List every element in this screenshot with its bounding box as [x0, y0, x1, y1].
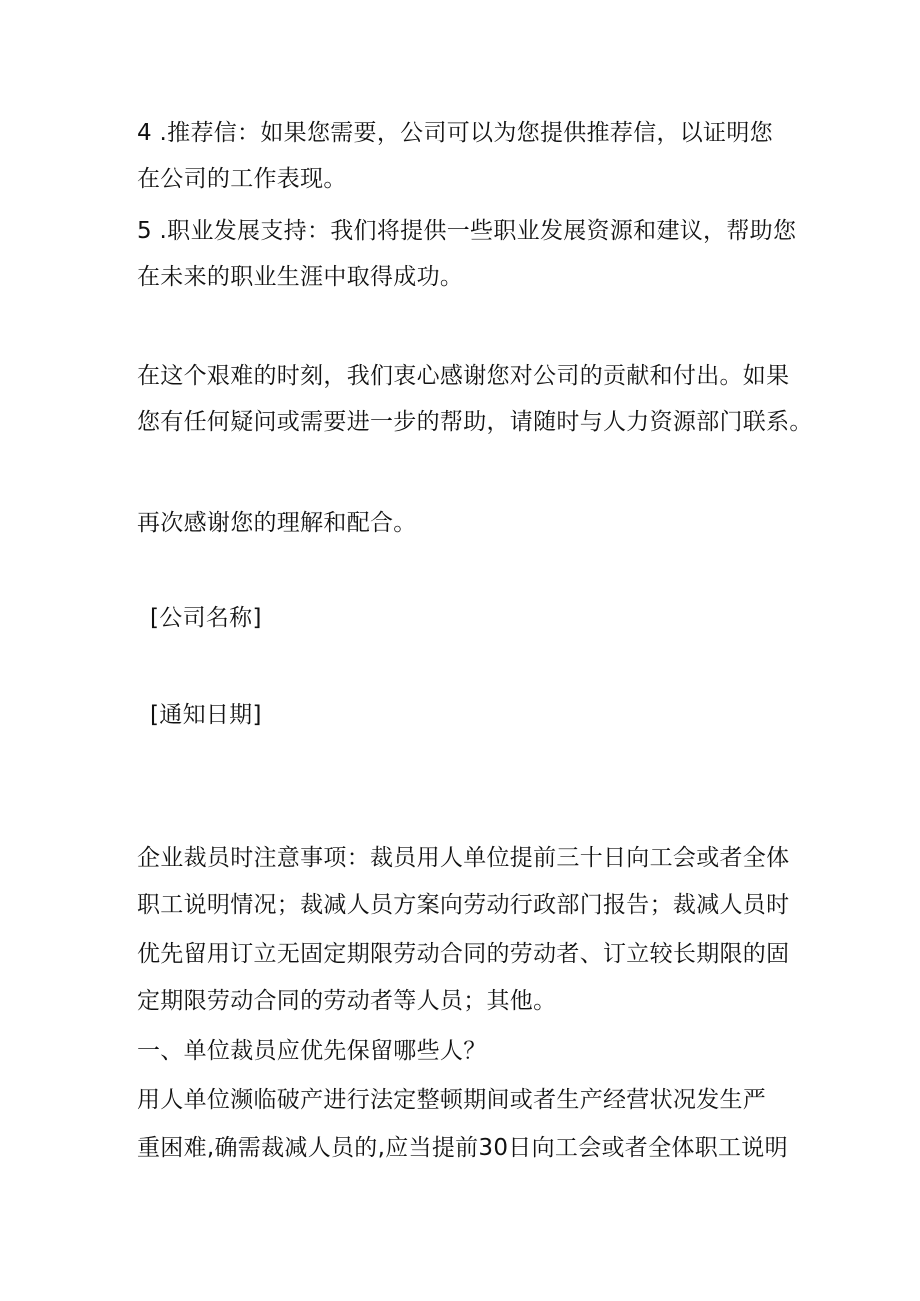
layoff-notes-line-2: 职工说明情况；裁减人员方案向劳动行政部门报告；裁减人员时	[137, 892, 790, 918]
layoff-notes-line-4: 定期限劳动合同的劳动者等人员；其他。	[137, 988, 557, 1014]
section-heading: 一、单位裁员应优先保留哪些人？	[137, 1038, 487, 1064]
layoff-notes-line-1: 企业裁员时注意事项：裁员用人单位提前三十日向工会或者全体	[137, 845, 790, 871]
item-4-line-2: 在公司的工作表现。	[137, 166, 347, 192]
company-name-placeholder: [公司名称]	[150, 605, 262, 631]
section-body-line-1: 用人单位濒临破产进行法定整顿期间或者生产经营状况发生严	[137, 1087, 767, 1113]
item-5-line-1: 5 .职业发展支持：我们将提供一些职业发展资源和建议，帮助您	[137, 218, 797, 244]
item-4-line-1: 4 .推荐信：如果您需要，公司可以为您提供推荐信，以证明您	[137, 120, 773, 146]
notice-date-placeholder: [通知日期]	[150, 702, 262, 728]
layoff-notes-line-3: 优先留用订立无固定期限劳动合同的劳动者、订立较长期限的固	[137, 941, 790, 967]
section-body-line-2: 重困难,确需裁减人员的,应当提前30日向工会或者全体职工说明	[137, 1135, 788, 1161]
thanks-paragraph-line-2: 您有任何疑问或需要进一步的帮助，请随时与人力资源部门联系。	[137, 409, 813, 435]
closing-line: 再次感谢您的理解和配合。	[137, 510, 417, 536]
item-5-line-2: 在未来的职业生涯中取得成功。	[137, 264, 464, 290]
thanks-paragraph-line-1: 在这个艰难的时刻，我们衷心感谢您对公司的贡献和付出。如果	[137, 363, 790, 389]
